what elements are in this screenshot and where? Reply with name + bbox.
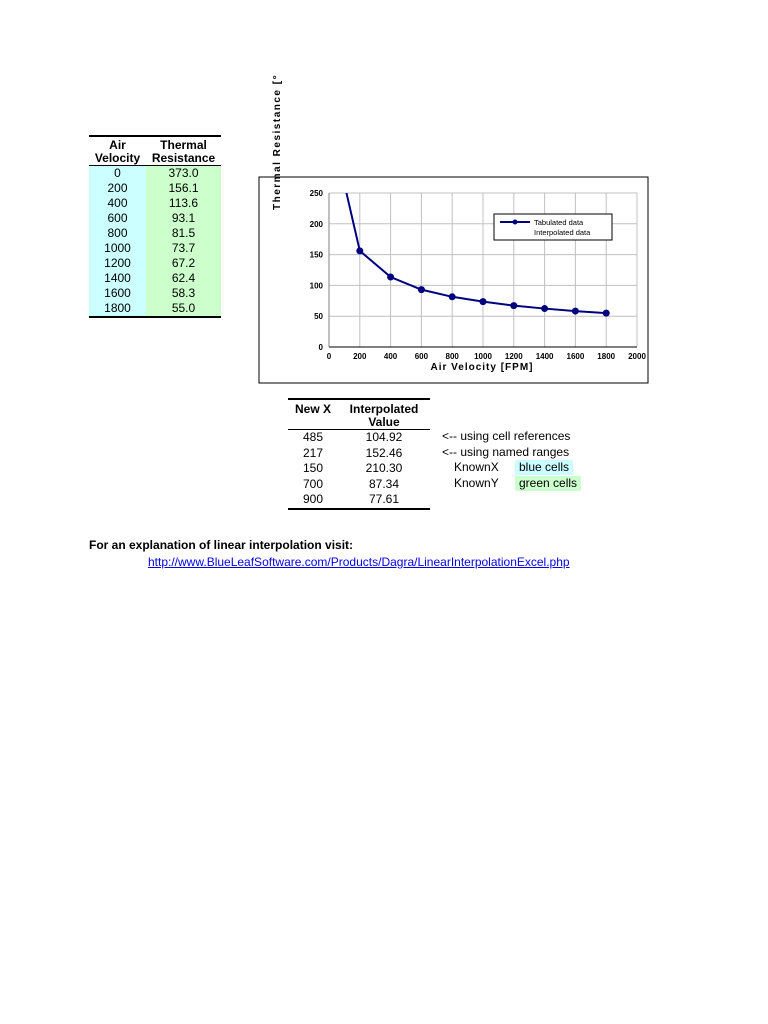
table-header-row [89,136,221,166]
interpolated-value-cell: 210.30 [365,461,403,475]
data-point [418,286,425,293]
new-x-cell: 150 [302,461,324,475]
table-row [89,286,221,301]
y-tick-label: 200 [309,219,323,229]
data-point [356,247,363,254]
note-cell-references: <-- using cell references [442,429,571,443]
header-air-velocity: Air Velocity [89,136,146,166]
table-row [288,477,430,493]
velocity-cell: 400 [89,196,146,211]
table-row [288,461,430,477]
thermal-resistance-chart [258,176,650,386]
velocity-cell: 200 [89,181,146,196]
interpolated-value-cell: 152.46 [365,445,403,460]
x-tick-label: 1800 [597,352,616,361]
legend-label-interpolated: Interpolated data [534,228,591,237]
data-point [387,274,394,281]
new-x-cell: 700 [302,476,324,491]
x-tick-label: 800 [445,352,459,361]
header-new-x: New X [288,399,338,430]
data-point [572,308,579,315]
velocity-cell: 1400 [89,271,146,286]
legend-marker-tabulated [513,220,518,225]
x-tick-label: 1000 [474,352,492,361]
knowny-label: KnownY [454,476,499,490]
x-tick-label: 1600 [566,352,585,361]
x-axis-label: Air Velocity [FPM] [430,362,534,373]
chart-legend [494,214,612,240]
velocity-cell: 1200 [89,256,146,271]
table-row [89,166,221,182]
table-row [89,226,221,241]
y-tick-label: 150 [309,250,323,260]
data-point [541,305,548,312]
velocity-cell: 0 [89,166,146,182]
data-point [449,293,456,300]
new-x-cell: 900 [288,492,338,509]
velocity-cell: 1000 [89,241,146,256]
x-tick-label: 1200 [504,352,523,361]
header-thermal-resistance: Thermal Resistance [146,136,221,166]
resistance-cell: 58.3 [146,286,221,301]
table-row [89,241,221,256]
knownx-blue-cells: blue cells [515,460,573,475]
resistance-cell: 62.4 [146,271,221,286]
knowny-green-cells: green cells [515,476,581,491]
interpolated-value-cell: 87.34 [368,476,400,491]
table-row [89,256,221,271]
resistance-cell: 113.6 [146,196,221,211]
x-tick-label: 400 [383,352,398,361]
velocity-cell: 800 [89,226,146,241]
resistance-cell: 373.0 [146,166,221,182]
knownx-label: KnownX [454,460,499,474]
resistance-cell: 67.2 [146,256,221,271]
resistance-cell: 73.7 [146,241,221,256]
table-row [288,446,430,462]
data-point [603,310,610,317]
y-tick-label: 100 [309,281,323,291]
resistance-cell: 156.1 [146,181,221,196]
note-named-ranges: <-- using named ranges [442,445,570,459]
y-tick-label: 0 [318,343,323,352]
x-tick-label: 0 [326,352,332,361]
x-tick-label: 200 [353,352,367,361]
header-interpolated-value: Interpolated Value [338,399,430,430]
y-tick-label: 50 [314,312,323,322]
velocity-cell: 600 [89,211,146,226]
table-row [89,271,221,286]
table-row [288,430,430,446]
resistance-cell: 55.0 [146,301,221,317]
new-x-cell: 217 [302,445,324,460]
velocity-cell: 1800 [89,301,146,317]
y-tick-label: 250 [309,189,323,198]
interpolated-value-cell: 77.61 [338,492,430,509]
velocity-resistance-table [89,135,221,318]
new-x-cell: 485 [302,430,324,444]
interpolation-table [288,398,430,510]
explanation-text: For an explanation of linear interpolation visit: [89,538,354,552]
interpolated-value-cell: 104.92 [365,430,403,444]
velocity-cell: 1600 [89,286,146,301]
x-tick-label: 1400 [535,352,554,361]
blueleaf-link[interactable]: http://www.BlueLeafSoftware.com/Products/Dagra/LinearInterpolationExcel.php [148,555,570,569]
x-tick-label: 2000 [628,352,646,361]
table-row [89,196,221,211]
data-point [510,302,517,309]
table-row [89,181,221,196]
table-row [288,492,430,509]
y-axis-label: Thermal Resistance [° [272,73,283,210]
table-row [89,211,221,226]
resistance-cell: 81.5 [146,226,221,241]
data-point [480,298,487,305]
table-header-row [288,399,430,430]
table-row [89,301,221,317]
legend-label-tabulated: Tabulated data [534,218,584,227]
x-tick-label: 600 [414,352,429,361]
resistance-cell: 93.1 [146,211,221,226]
